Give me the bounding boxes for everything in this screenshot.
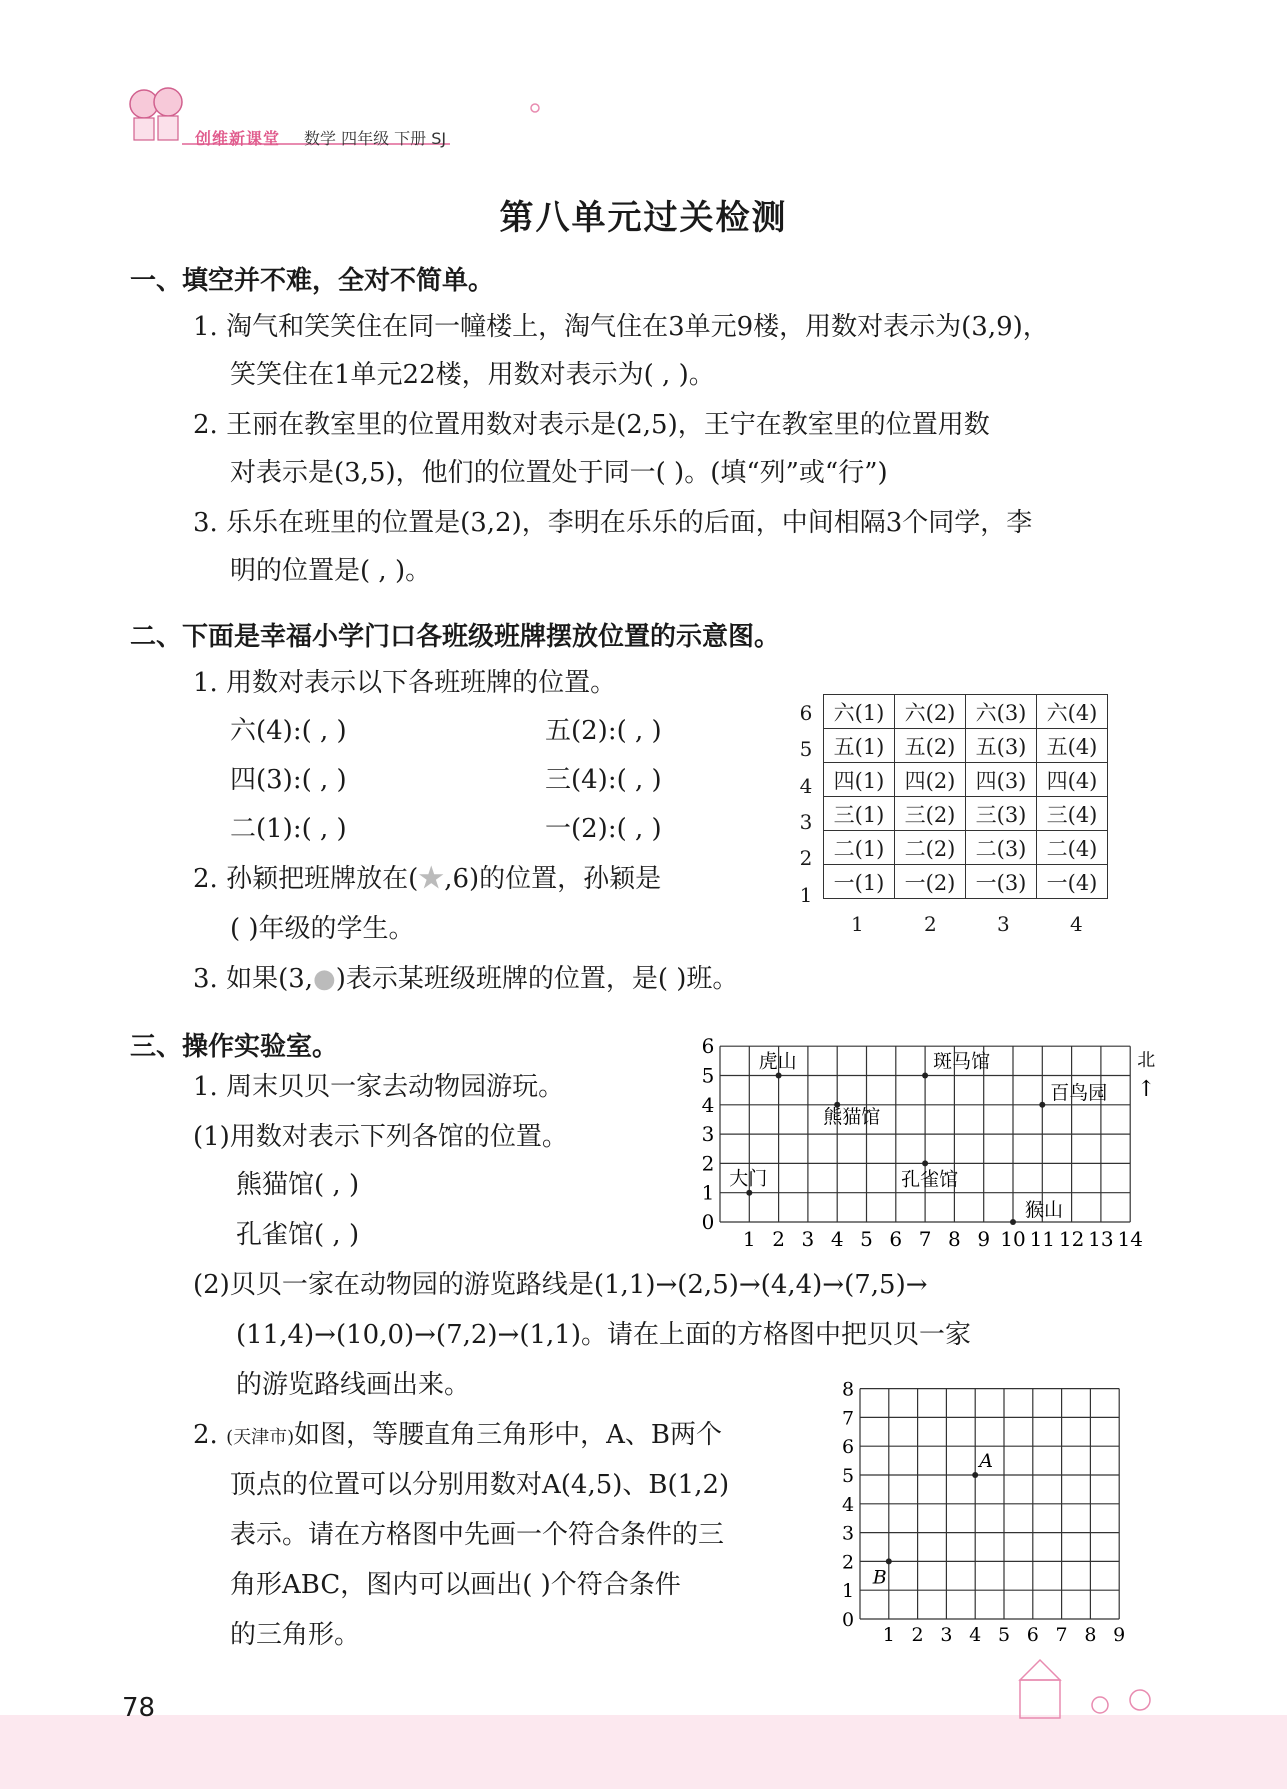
s2-blank-1: 六(4):( , ) [230, 716, 347, 746]
dot-icon: ● [313, 964, 336, 994]
s3-q1-1: (1)用数对表示下列各馆的位置。 [193, 1122, 568, 1152]
x-tick-label: 5 [860, 1227, 873, 1251]
s2-blank-3: 四(3):( , ) [230, 765, 347, 795]
y-tick-label: 0 [841, 1609, 855, 1631]
x-tick-label: 8 [1084, 1624, 1097, 1646]
sign-cell: 一(4) [1037, 865, 1108, 899]
x-tick-label: 13 [1088, 1227, 1114, 1251]
place-point [922, 1073, 928, 1079]
s2-q2-line1: 2. 孙颖把班牌放在(★,6)的位置，孙颖是 [193, 864, 662, 894]
sign-cell: 五(3) [966, 729, 1037, 763]
sign-cell: 四(1) [824, 763, 895, 797]
section1-heading: 一、填空并不难，全对不简单。 [130, 266, 495, 296]
sign-cell: 三(3) [966, 797, 1037, 831]
x-tick-label: 2 [911, 1624, 924, 1646]
s1-q3-line2: 明的位置是( , )。 [230, 556, 432, 586]
column-number: 1 [851, 912, 864, 936]
row-number: 6 [799, 701, 813, 725]
sign-cell: 六(3) [966, 695, 1037, 729]
y-tick-label: 6 [701, 1034, 715, 1059]
x-tick-label: 2 [772, 1227, 785, 1251]
sign-cell: 四(4) [1037, 763, 1108, 797]
s2-blank-4: 三(4):( , ) [545, 765, 662, 795]
row-number: 3 [799, 809, 813, 834]
sign-cell: 二(2) [895, 831, 966, 865]
y-tick-label: 8 [841, 1378, 855, 1401]
sign-cell: 五(2) [895, 729, 966, 763]
sign-cell: 一(1) [824, 865, 895, 899]
triangle-grid [820, 1375, 1140, 1645]
x-tick-label: 3 [801, 1227, 815, 1251]
y-tick-label: 5 [841, 1465, 855, 1487]
s3-q1-2-line1: (2)贝贝一家在动物园的游览路线是(1,1)→(2,5)→(4,4)→(7,5)→ [193, 1270, 928, 1300]
y-tick-label: 3 [841, 1522, 855, 1545]
row-number: 5 [799, 737, 813, 762]
sign-cell: 一(3) [966, 865, 1037, 899]
y-tick-label: 5 [701, 1063, 715, 1088]
place-label: 虎山 [758, 1050, 797, 1073]
y-tick-label: 2 [841, 1551, 855, 1574]
place-point [746, 1190, 752, 1196]
place-label: 孔雀馆 [901, 1168, 959, 1191]
s2-q3: 3. 如果(3,●)表示某班级班牌的位置，是( )班。 [193, 964, 739, 994]
sign-cell: 一(2) [895, 865, 966, 899]
place-point [922, 1160, 928, 1166]
s1-q2-line1: 2. 王丽在教室里的位置用数对表示是(2,5)，王宁在教室里的位置用数 [193, 410, 990, 440]
column-number: 2 [924, 912, 937, 936]
place-label: 熊猫馆 [823, 1105, 881, 1128]
north-arrow-icon: ↑ [1136, 1077, 1156, 1103]
x-tick-label: 1 [742, 1227, 756, 1251]
x-tick-label: 6 [889, 1227, 903, 1251]
x-tick-label: 9 [977, 1227, 991, 1251]
place-point [776, 1073, 782, 1079]
sign-cell: 三(4) [1037, 797, 1108, 831]
s3-q2-line1: 2. (天津市)如图，等腰直角三角形中，A、B两个 [193, 1420, 723, 1450]
place-label: 百鸟园 [1050, 1081, 1108, 1104]
vertex-label: B [872, 1566, 887, 1589]
book-subject: 数学 四年级 下册 SJ [304, 129, 447, 148]
column-number: 4 [1070, 912, 1083, 936]
sign-cell: 二(3) [966, 831, 1037, 865]
s2-blank-2: 五(2):( , ) [545, 716, 662, 746]
sign-cell: 三(2) [895, 797, 966, 831]
s3-q1-2-line3: 的游览路线画出来。 [236, 1370, 471, 1400]
footer-band [0, 1715, 1287, 1789]
y-tick-label: 1 [701, 1180, 715, 1205]
x-tick-label: 10 [1000, 1227, 1026, 1251]
x-tick-label: 5 [997, 1624, 1011, 1646]
vertex-label: A [979, 1450, 993, 1472]
sign-cell: 二(4) [1037, 831, 1108, 865]
y-tick-label: 7 [841, 1407, 855, 1430]
s1-q3-line1: 3. 乐乐在班里的位置是(3,2)，李明在乐乐的后面，中间相隔3个同学，李 [193, 508, 1033, 538]
sign-cell: 四(3) [966, 763, 1037, 797]
row-number: 2 [799, 846, 813, 871]
s2-blank-6: 一(2):( , ) [545, 814, 662, 844]
y-tick-label: 4 [701, 1092, 715, 1117]
x-tick-label: 1 [882, 1624, 895, 1646]
place-label: 斑马馆 [933, 1050, 991, 1073]
column-number: 3 [997, 912, 1010, 936]
s3-q1: 1. 周末贝贝一家去动物园游玩。 [193, 1072, 565, 1102]
brand-name: 创维新课堂 [195, 129, 281, 148]
y-tick-label: 2 [701, 1151, 715, 1176]
s3-peacock: 孔雀馆( , ) [236, 1220, 360, 1250]
x-tick-label: 11 [1029, 1227, 1056, 1251]
y-tick-label: 0 [701, 1210, 715, 1234]
x-tick-label: 7 [918, 1227, 932, 1251]
s3-q1-2-line2: (11,4)→(10,0)→(7,2)→(1,1)。请在上面的方格图中把贝贝一家 [236, 1320, 971, 1350]
s3-q2-line5: 的三角形。 [230, 1620, 361, 1650]
place-label: 大门 [729, 1167, 768, 1190]
zoo-map-grid [680, 1030, 1156, 1255]
sign-cell: 三(1) [824, 797, 895, 831]
y-tick-label: 6 [841, 1436, 855, 1459]
s3-q2-line2: 顶点的位置可以分别用数对A(4,5)、B(1,2) [230, 1470, 730, 1500]
x-tick-label: 12 [1058, 1227, 1085, 1251]
sign-cell: 五(1) [824, 729, 895, 763]
s3-panda: 熊猫馆( , ) [236, 1170, 360, 1200]
north-label: 北 [1137, 1050, 1156, 1072]
row-number: 1 [799, 882, 813, 907]
sign-cell: 六(4) [1037, 695, 1108, 729]
castle-icon [980, 1650, 1180, 1720]
place-point [1010, 1219, 1016, 1225]
sign-cell: 六(1) [824, 695, 895, 729]
y-tick-label: 4 [841, 1493, 855, 1516]
x-tick-label: 9 [1113, 1624, 1126, 1646]
sign-cell: 四(2) [895, 763, 966, 797]
s3-q2-line3: 表示。请在方格图中先画一个符合条件的三 [230, 1520, 725, 1550]
s2-q2-line2: ( )年级的学生。 [230, 914, 415, 944]
y-tick-label: 3 [701, 1122, 715, 1147]
star-icon: ★ [418, 864, 445, 894]
page-title: 第八单元过关检测 [499, 198, 788, 238]
source-tag: (天津市) [226, 1427, 295, 1448]
x-tick-label: 4 [969, 1624, 982, 1646]
vertex-point [886, 1558, 892, 1564]
place-point [1039, 1102, 1045, 1108]
sign-cell: 五(4) [1037, 729, 1108, 763]
row-number: 4 [799, 773, 813, 798]
section2-heading: 二、下面是幸福小学门口各班级班牌摆放位置的示意图。 [130, 622, 781, 652]
s2-blank-5: 二(1):( , ) [230, 814, 347, 844]
x-tick-label: 4 [830, 1227, 844, 1251]
x-tick-label: 8 [948, 1227, 961, 1251]
sign-cell: 二(1) [824, 831, 895, 865]
flower-icon [525, 98, 545, 118]
s3-q2-line4: 角形ABC，图内可以画出( )个符合条件 [230, 1570, 681, 1600]
y-tick-label: 1 [841, 1580, 855, 1603]
place-label: 猴山 [1025, 1199, 1064, 1221]
x-tick-label: 3 [940, 1624, 953, 1646]
s1-q1-line1: 1. 淘气和笑笑住在同一幢楼上，淘气住在3单元9楼，用数对表示为(3,9)， [193, 312, 1049, 342]
x-tick-label: 7 [1055, 1624, 1068, 1646]
x-tick-label: 6 [1026, 1624, 1039, 1646]
kids-illustration-icon [130, 88, 182, 140]
class-sign-grid [823, 694, 1108, 899]
section3-heading: 三、操作实验室。 [130, 1032, 339, 1062]
s2-q1: 1. 用数对表示以下各班班牌的位置。 [193, 668, 617, 698]
s1-q2-line2: 对表示是(3,5)，他们的位置处于同一( )。(填“列”或“行”) [230, 458, 888, 488]
page-number: 78 [122, 1693, 156, 1723]
s1-q1-line2: 笑笑住在1单元22楼，用数对表示为( , )。 [230, 360, 715, 390]
x-tick-label: 14 [1117, 1227, 1143, 1251]
sign-cell: 六(2) [895, 695, 966, 729]
vertex-point [972, 1472, 978, 1478]
